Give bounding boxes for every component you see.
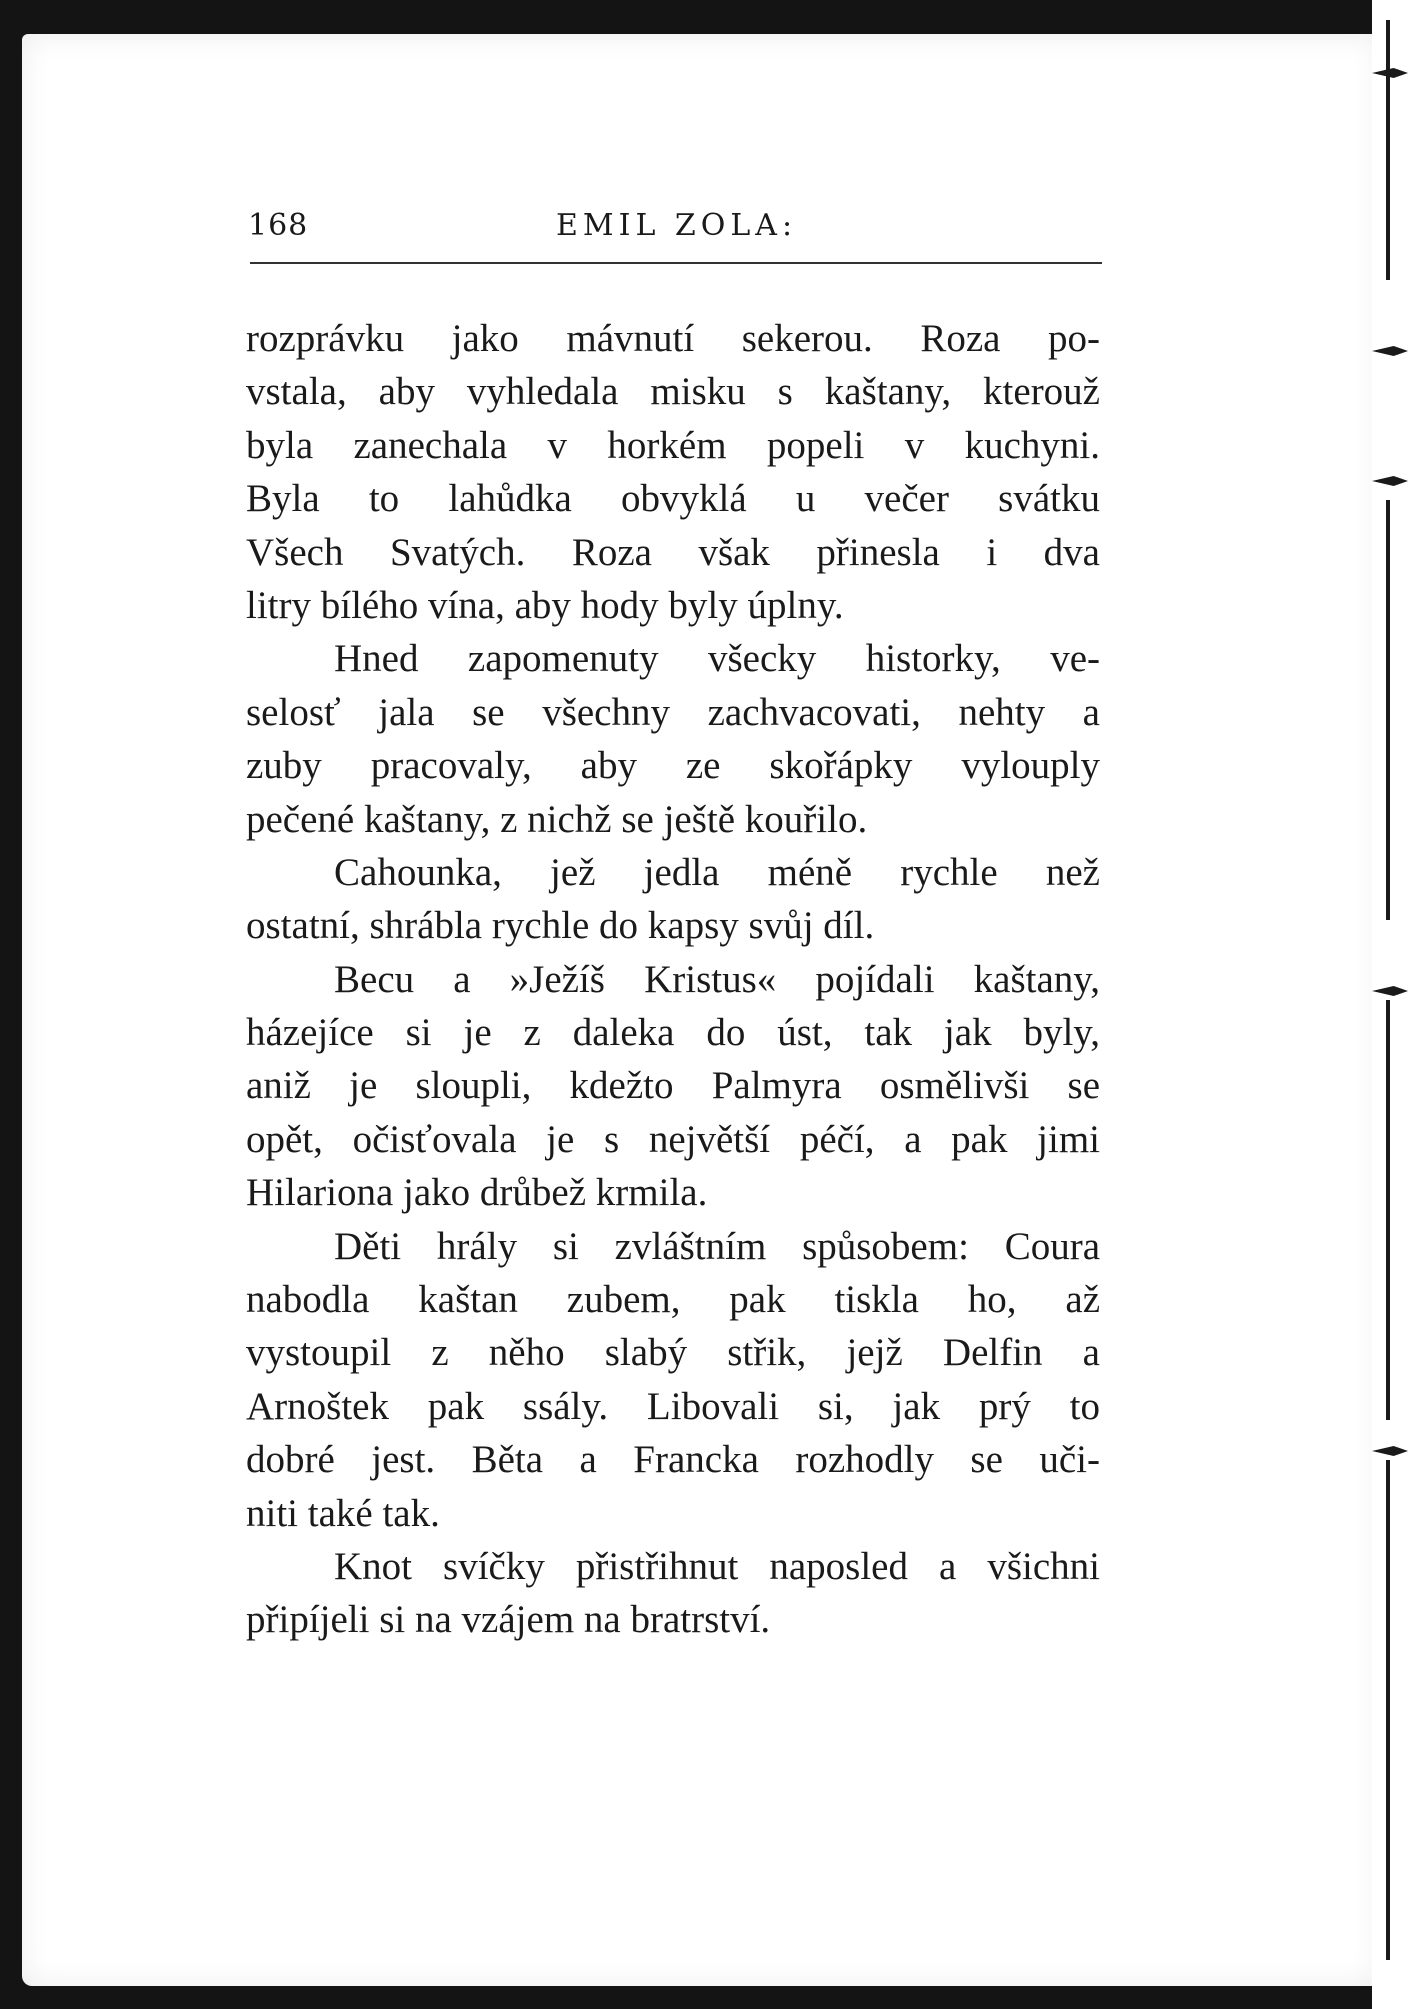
text-line: vystoupil z něho slabý střik, jejž Delfin a [246, 1331, 1100, 1375]
text-line: byla zanechala v horkém popeli v kuchyni. [246, 423, 1100, 467]
binding-line [1386, 1460, 1390, 1960]
text-line: pečené kaštany, z nichž se ještě kouřilo. [246, 797, 868, 841]
header-rule [250, 262, 1102, 264]
text-line: vstala, aby vyhledala misku s kaštany, kterouž [246, 370, 1100, 414]
text-line: připíjeli si na vzájem na bratrství. [246, 1598, 771, 1642]
text-line: opět, očisťovala je s největší péčí, a pak jimi [246, 1117, 1100, 1161]
text-line: Hilariona jako drůbež krmila. [246, 1171, 708, 1215]
running-header [0, 208, 1428, 248]
text-line: házejíce si je z daleka do úst, tak jak byly, [246, 1011, 1100, 1055]
text-line: zuby pracovaly, aby ze skořápky vylouply [246, 744, 1100, 788]
text-line: Hned zapomenuty všecky historky, ve- [334, 637, 1100, 681]
text-line: Becu a »Ježíš Kristus« pojídali kaštany, [334, 957, 1100, 1001]
text-line: Děti hrály si zvláštním spůsobem: Coura [334, 1224, 1100, 1268]
text-line: litry bílého vína, aby hody byly úplny. [246, 583, 844, 627]
text-line: Knot svíčky přistřihnut naposled a všichni [334, 1544, 1100, 1588]
text-line: nabodla kaštan zubem, pak tiskla ho, až [246, 1278, 1100, 1322]
binding-line [1386, 1000, 1390, 1420]
text-line: niti také tak. [246, 1491, 440, 1535]
text-line: rozprávku jako mávnutí sekerou. Roza po- [246, 317, 1100, 360]
page-number: 168 [248, 208, 309, 243]
text-line: ostatní, shrábla rychle do kapsy svůj díl. [246, 904, 875, 948]
binding-line [1386, 500, 1390, 920]
text-line: Byla to lahůdka obvyklá u večer svátku [246, 477, 1100, 521]
header-title: EMIL ZOLA: [556, 208, 798, 243]
text-line: aniž je sloupli, kdežto Palmyra osmělivši se [246, 1064, 1100, 1108]
text-line: Cahounka, jež jedla méně rychle než [334, 850, 1100, 894]
binding-gutter [1372, 0, 1428, 2009]
text-line: Arnoštek pak ssály. Libovali si, jak prý to [246, 1384, 1100, 1428]
text-line: dobré jest. Běta a Francka rozhodly se uči- [246, 1438, 1100, 1482]
body-text [246, 312, 1100, 1647]
text-line: Všech Svatých. Roza však přinesla i dva [246, 530, 1100, 574]
text-line: selosť jala se všechny zachvacovati, nehty a [246, 690, 1100, 734]
